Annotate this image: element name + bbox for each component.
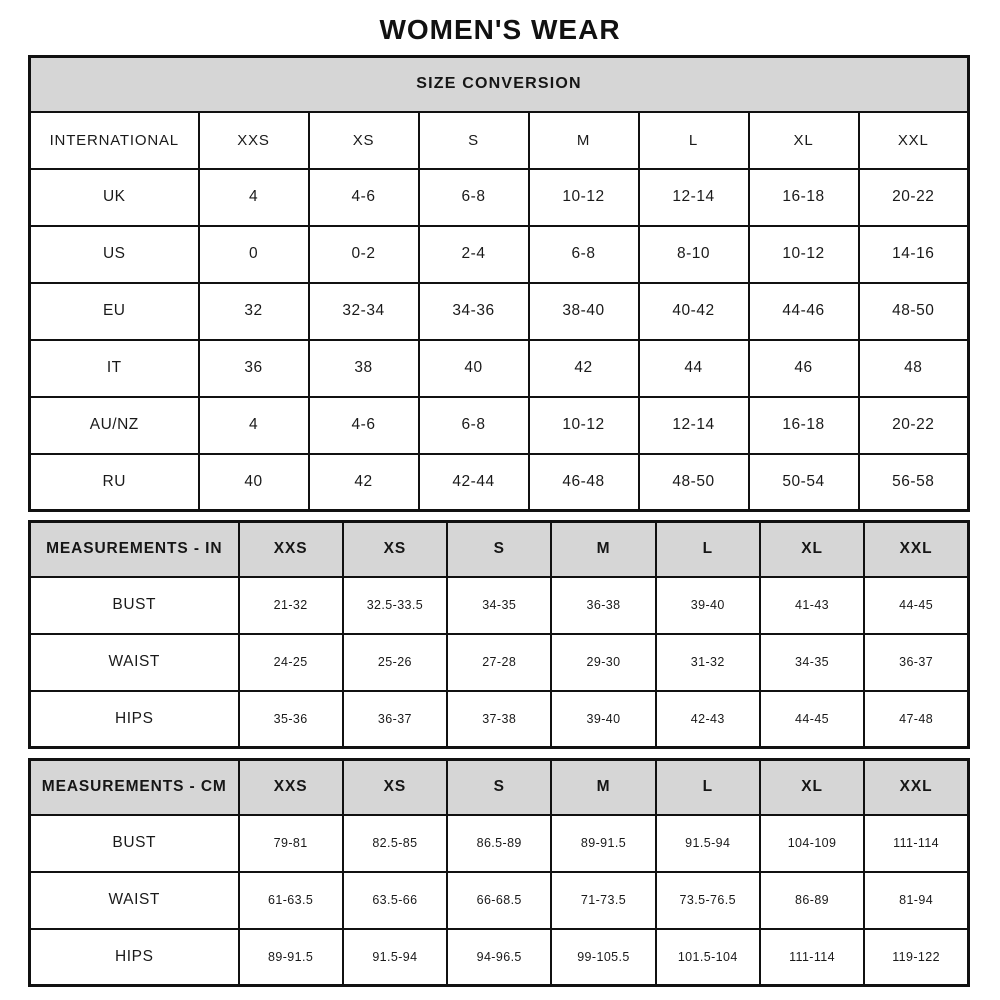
column-header: XS: [343, 522, 447, 577]
size-value-cell: 4: [199, 397, 309, 454]
size-value-cell: 73.5-76.5: [656, 872, 760, 929]
column-header: XXL: [859, 112, 969, 169]
column-header: XL: [749, 112, 859, 169]
table-row: [30, 340, 969, 397]
size-value-cell: 20-22: [859, 169, 969, 226]
column-header: L: [656, 522, 760, 577]
size-value-cell: 34-35: [447, 577, 551, 634]
size-value-cell: 104-109: [760, 815, 864, 872]
size-value-cell: 61-63.5: [239, 872, 343, 929]
size-value-cell: 36-37: [864, 634, 968, 691]
size-value-cell: 6-8: [529, 226, 639, 283]
size-value-cell: 32.5-33.5: [343, 577, 447, 634]
column-header-row: [30, 522, 969, 577]
size-value-cell: 40-42: [639, 283, 749, 340]
row-label: HIPS: [30, 929, 239, 986]
column-header: XXS: [239, 522, 343, 577]
size-value-cell: 20-22: [859, 397, 969, 454]
size-value-cell: 4-6: [309, 169, 419, 226]
size-value-cell: 36-38: [551, 577, 655, 634]
size-value-cell: 40: [199, 454, 309, 511]
size-value-cell: 27-28: [447, 634, 551, 691]
row-label: UK: [30, 169, 199, 226]
size-value-cell: 35-36: [239, 691, 343, 748]
size-value-cell: 44-45: [864, 577, 968, 634]
size-value-cell: 46-48: [529, 454, 639, 511]
size-value-cell: 81-94: [864, 872, 968, 929]
size-value-cell: 2-4: [419, 226, 529, 283]
column-header: L: [639, 112, 749, 169]
size-value-cell: 12-14: [639, 397, 749, 454]
row-label: BUST: [30, 577, 239, 634]
table-row: [30, 872, 969, 929]
column-header: XL: [760, 522, 864, 577]
size-value-cell: 10-12: [529, 397, 639, 454]
size-value-cell: 47-48: [864, 691, 968, 748]
column-header: XL: [760, 760, 864, 815]
size-value-cell: 50-54: [749, 454, 859, 511]
size-value-cell: 38: [309, 340, 419, 397]
size-value-cell: 48-50: [859, 283, 969, 340]
size-value-cell: 39-40: [656, 577, 760, 634]
row-label: WAIST: [30, 872, 239, 929]
column-header: S: [447, 760, 551, 815]
table-row: [30, 454, 969, 511]
size-conversion-table: [28, 55, 970, 512]
size-value-cell: 94-96.5: [447, 929, 551, 986]
size-value-cell: 42-44: [419, 454, 529, 511]
size-value-cell: 31-32: [656, 634, 760, 691]
size-value-cell: 71-73.5: [551, 872, 655, 929]
column-header: M: [529, 112, 639, 169]
size-value-cell: 91.5-94: [656, 815, 760, 872]
size-value-cell: 56-58: [859, 454, 969, 511]
size-value-cell: 44-46: [749, 283, 859, 340]
size-value-cell: 8-10: [639, 226, 749, 283]
column-header: XXL: [864, 522, 968, 577]
size-value-cell: 91.5-94: [343, 929, 447, 986]
size-value-cell: 36: [199, 340, 309, 397]
row-label: EU: [30, 283, 199, 340]
table-row: [30, 691, 969, 748]
column-header: M: [551, 522, 655, 577]
row-label: RU: [30, 454, 199, 511]
column-header: L: [656, 760, 760, 815]
size-value-cell: 48: [859, 340, 969, 397]
size-value-cell: 6-8: [419, 169, 529, 226]
size-value-cell: 89-91.5: [239, 929, 343, 986]
size-value-cell: 42-43: [656, 691, 760, 748]
page-title: WOMEN'S WEAR: [379, 14, 621, 45]
size-value-cell: 37-38: [447, 691, 551, 748]
size-value-cell: 38-40: [529, 283, 639, 340]
column-header-row: [30, 112, 969, 169]
size-value-cell: 21-32: [239, 577, 343, 634]
size-value-cell: 44: [639, 340, 749, 397]
size-value-cell: 63.5-66: [343, 872, 447, 929]
table-row: [30, 226, 969, 283]
size-value-cell: 46: [749, 340, 859, 397]
row-label: WAIST: [30, 634, 239, 691]
size-value-cell: 0-2: [309, 226, 419, 283]
size-value-cell: 89-91.5: [551, 815, 655, 872]
size-value-cell: 42: [529, 340, 639, 397]
size-value-cell: 29-30: [551, 634, 655, 691]
size-value-cell: 111-114: [864, 815, 968, 872]
size-value-cell: 16-18: [749, 169, 859, 226]
size-value-cell: 25-26: [343, 634, 447, 691]
size-value-cell: 36-37: [343, 691, 447, 748]
measurements-in-table: [28, 520, 970, 749]
size-value-cell: 10-12: [749, 226, 859, 283]
size-value-cell: 4: [199, 169, 309, 226]
row-label: AU/NZ: [30, 397, 199, 454]
table-row: [30, 634, 969, 691]
row-label: HIPS: [30, 691, 239, 748]
row-label: US: [30, 226, 199, 283]
size-value-cell: 119-122: [864, 929, 968, 986]
size-value-cell: 111-114: [760, 929, 864, 986]
size-value-cell: 86-89: [760, 872, 864, 929]
column-header: INTERNATIONAL: [30, 112, 199, 169]
size-value-cell: 34-35: [760, 634, 864, 691]
row-label: BUST: [30, 815, 239, 872]
size-value-cell: 4-6: [309, 397, 419, 454]
table-row: [30, 397, 969, 454]
size-value-cell: 42: [309, 454, 419, 511]
size-value-cell: 39-40: [551, 691, 655, 748]
column-header: XXS: [199, 112, 309, 169]
table-row: [30, 169, 969, 226]
column-header: XXS: [239, 760, 343, 815]
size-value-cell: 48-50: [639, 454, 749, 511]
size-value-cell: 24-25: [239, 634, 343, 691]
column-header-row: [30, 760, 969, 815]
size-value-cell: 32: [199, 283, 309, 340]
column-header: XXL: [864, 760, 968, 815]
size-value-cell: 40: [419, 340, 529, 397]
size-value-cell: 86.5-89: [447, 815, 551, 872]
size-value-cell: 79-81: [239, 815, 343, 872]
table-row: [30, 929, 969, 986]
measurements-cm-table: [28, 758, 970, 987]
row-label: IT: [30, 340, 199, 397]
size-value-cell: 6-8: [419, 397, 529, 454]
size-value-cell: 99-105.5: [551, 929, 655, 986]
column-header: M: [551, 760, 655, 815]
column-header: MEASUREMENTS - CM: [30, 760, 239, 815]
size-value-cell: 41-43: [760, 577, 864, 634]
column-header: XS: [309, 112, 419, 169]
size-value-cell: 34-36: [419, 283, 529, 340]
column-header: S: [447, 522, 551, 577]
size-value-cell: 16-18: [749, 397, 859, 454]
size-value-cell: 82.5-85: [343, 815, 447, 872]
column-header: S: [419, 112, 529, 169]
table-row: [30, 577, 969, 634]
size-value-cell: 44-45: [760, 691, 864, 748]
column-header: MEASUREMENTS - IN: [30, 522, 239, 577]
size-value-cell: 101.5-104: [656, 929, 760, 986]
size-value-cell: 66-68.5: [447, 872, 551, 929]
size-value-cell: 14-16: [859, 226, 969, 283]
table-row: [30, 283, 969, 340]
size-value-cell: 12-14: [639, 169, 749, 226]
table-row: [30, 815, 969, 872]
table-banner: SIZE CONVERSION: [30, 57, 969, 112]
size-value-cell: 10-12: [529, 169, 639, 226]
column-header: XS: [343, 760, 447, 815]
table-banner-row: [30, 57, 969, 112]
size-value-cell: 32-34: [309, 283, 419, 340]
size-value-cell: 0: [199, 226, 309, 283]
